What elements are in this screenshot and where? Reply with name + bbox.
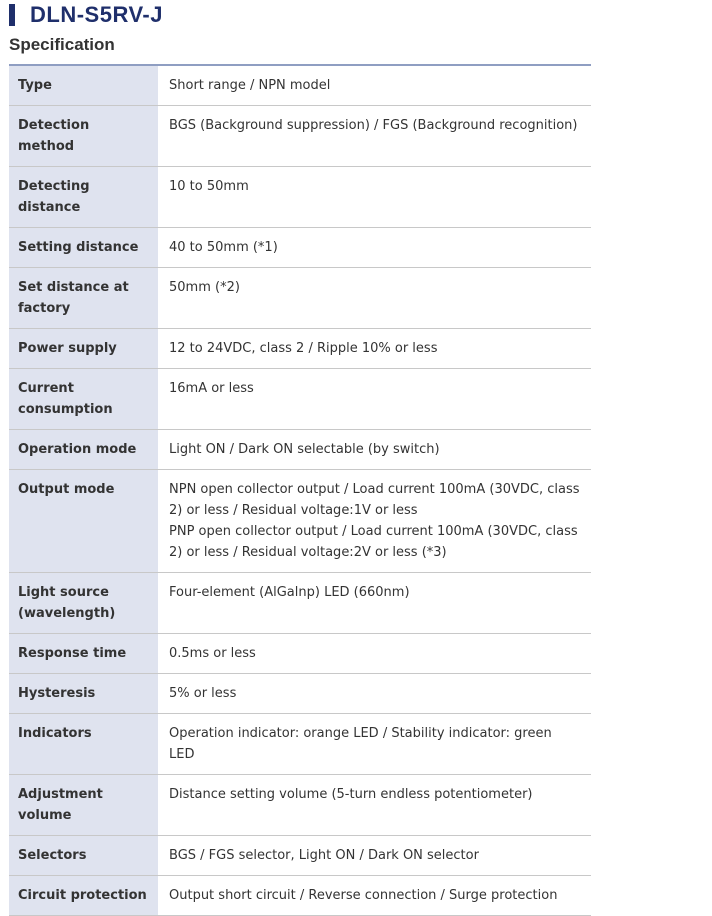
row-value: Operation indicator: orange LED / Stability indicator: green LED [159,714,592,775]
row-value: Output short circuit / Reverse connection / Surge protection [159,876,592,916]
row-value: 50mm (*2) [159,268,592,329]
output-mode-pnp-text: PNP open collector output / Load current 100mA (30VDC, class 2) or less / Residual voltage:2V or less (*3) [169,524,578,560]
table-row [9,674,591,714]
row-label: Selectors [9,836,159,876]
table-row [9,228,591,268]
table-row [9,573,591,634]
table-row [9,268,591,329]
table-row [9,329,591,369]
specification-table [9,64,591,916]
row-label: Circuit protection [9,876,159,916]
row-value: Distance setting volume (5-turn endless potentiometer) [159,775,592,836]
row-value: 0.5ms or less [159,634,592,674]
row-label: Set distance at factory [9,268,159,329]
row-label: Current consumption [9,369,159,430]
table-row [9,369,591,430]
row-value: 10 to 50mm [159,167,592,228]
row-label: Operation mode [9,430,159,470]
row-label: Adjustment volume [9,775,159,836]
table-row [9,775,591,836]
row-label: Response time [9,634,159,674]
row-value: Short range / NPN model [159,65,592,106]
row-value: 16mA or less [159,369,592,430]
output-mode-npn-text: NPN open collector output / Load current 100mA (30VDC, class 2) or less / Residual voltage:1V or less [169,482,580,518]
table-row [9,876,591,916]
row-value: 40 to 50mm (*1) [159,228,592,268]
table-row [9,470,591,573]
table-row [9,167,591,228]
row-value: Light ON / Dark ON selectable (by switch) [159,430,592,470]
table-row [9,714,591,775]
row-label: Type [9,65,159,106]
table-row [9,836,591,876]
row-label: Light source (wavelength) [9,573,159,634]
table-row [9,430,591,470]
row-label: Hysteresis [9,674,159,714]
row-label: Setting distance [9,228,159,268]
table-row [9,106,591,167]
row-label: Output mode [9,470,159,573]
row-value [159,470,592,573]
row-label: Power supply [9,329,159,369]
page-title-bar [9,4,163,26]
table-row [9,634,591,674]
row-label: Indicators [9,714,159,775]
table-row [9,65,591,106]
row-value: Four-element (AlGalnp) LED (660nm) [159,573,592,634]
section-heading: Specification [9,35,115,54]
row-value: 12 to 24VDC, class 2 / Ripple 10% or less [159,329,592,369]
row-label: Detecting distance [9,167,159,228]
title-accent-bar [9,4,15,26]
row-label: Detection method [9,106,159,167]
row-value: BGS / FGS selector, Light ON / Dark ON selector [159,836,592,876]
page-title: DLN-S5RV-J [30,2,163,27]
row-value: 5% or less [159,674,592,714]
row-value: BGS (Background suppression) / FGS (Background recognition) [159,106,592,167]
